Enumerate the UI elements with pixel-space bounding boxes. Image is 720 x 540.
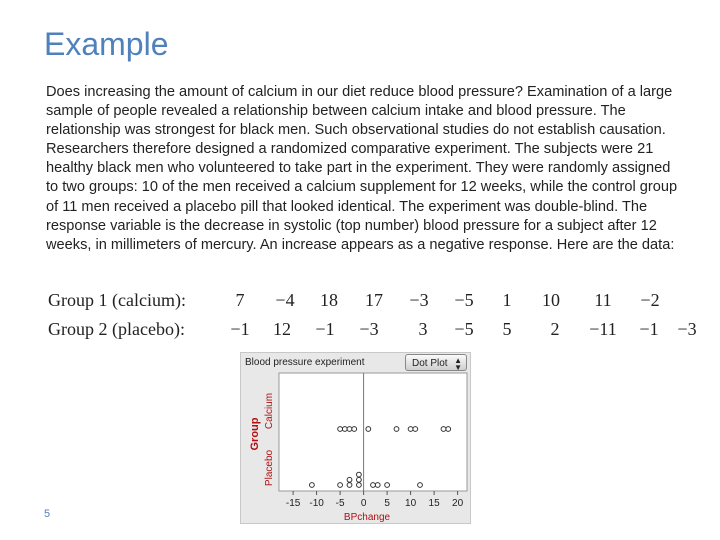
placebo-dot — [338, 483, 343, 488]
plot-area — [279, 373, 467, 491]
group-2-value: 3 — [418, 319, 428, 339]
calcium-dot — [441, 427, 446, 432]
group-2-value: −1 — [230, 319, 250, 339]
group-1-value: 17 — [365, 290, 383, 310]
group-2-value: 12 — [273, 319, 291, 339]
group-2-value: −3 — [677, 319, 697, 339]
group-2-value: −3 — [359, 319, 379, 339]
dropdown-arrows-icon: ▲ ▼ — [454, 356, 462, 372]
group-1-value: 10 — [542, 290, 560, 310]
plot-type-label: Dot Plot — [412, 358, 448, 369]
x-tick-label: 5 — [384, 498, 390, 509]
plot-title: Blood pressure experiment — [245, 357, 365, 368]
calcium-dot — [413, 427, 418, 432]
calcium-dot — [446, 427, 451, 432]
group-1-value: 1 — [502, 290, 512, 310]
calcium-dot — [394, 427, 399, 432]
calcium-dot — [338, 427, 343, 432]
placebo-dot — [371, 483, 376, 488]
placebo-dot — [357, 477, 362, 482]
dot-plot-panel — [240, 352, 471, 524]
group-2-value: 2 — [550, 319, 560, 339]
x-tick-label: 0 — [360, 498, 367, 509]
group-2-label: Group 2 (placebo): — [48, 319, 185, 339]
category-label: Calcium — [264, 392, 275, 430]
calcium-dot — [352, 427, 357, 432]
placebo-dot — [385, 483, 390, 488]
group-2-value: 5 — [502, 319, 512, 339]
x-tick-label: 15 — [428, 498, 440, 509]
calcium-dot — [347, 427, 352, 432]
group-1-value: 7 — [235, 290, 245, 310]
placebo-dot — [310, 483, 315, 488]
group-1-label: Group 1 (calcium): — [48, 290, 186, 310]
placebo-dot — [375, 483, 380, 488]
x-tick-label: -10 — [309, 498, 324, 509]
group-1-value: −5 — [454, 290, 474, 310]
group-2-value: −11 — [589, 319, 617, 339]
y-axis-label: Group — [249, 417, 261, 451]
plot-type-dropdown[interactable] — [405, 354, 467, 371]
x-tick-label: 10 — [405, 498, 417, 509]
body-paragraph: Does increasing the amount of calcium in our diet reduce blood pressure? Examination of a large sample of people revealed a relationship between calcium intake and blood pressure. The relationship was strongest for black men. Such observational studies do not establish causation. Researchers therefore designed a randomized comparative experiment. The subjects were 21 healthy black men who volunteered to take part in the experiment. They were randomly assigned to two groups: 10 of the men received a calcium supplement for 12 weeks, while the control group of 11 men received a placebo pill that looked identical. The experiment was double-blind. The response variable is the decrease in systolic (top number) blood pressure for a subject after 12 weeks, in millimeters of mercury. An increase appears as a negative response. Here are the data: — [46, 84, 678, 253]
group-1-value: −3 — [409, 290, 429, 310]
group-1-value: 11 — [594, 290, 612, 310]
x-tick-label: -15 — [285, 498, 301, 509]
group-1-value: 18 — [320, 290, 338, 310]
x-tick-label: 20 — [452, 498, 464, 509]
category-label: Placebo — [264, 449, 275, 487]
group-2-value: −1 — [639, 319, 659, 339]
group-2-value: −1 — [315, 319, 335, 339]
placebo-dot — [357, 472, 362, 477]
group-2-value: −5 — [454, 319, 474, 339]
page-number: 5 — [44, 508, 51, 520]
group-1-value: −4 — [275, 290, 295, 310]
calcium-dot — [342, 427, 347, 432]
placebo-dot — [357, 483, 362, 488]
dot-plot-svg — [241, 353, 470, 523]
x-tick-label: -5 — [335, 498, 345, 509]
x-axis-label: BPchange — [343, 512, 391, 523]
placebo-dot — [347, 477, 352, 482]
placebo-dot — [347, 483, 352, 488]
calcium-dot — [408, 427, 413, 432]
calcium-dot — [366, 427, 371, 432]
placebo-dot — [418, 483, 423, 488]
group-1-value: −2 — [640, 290, 660, 310]
slide-title: Example — [44, 26, 169, 62]
